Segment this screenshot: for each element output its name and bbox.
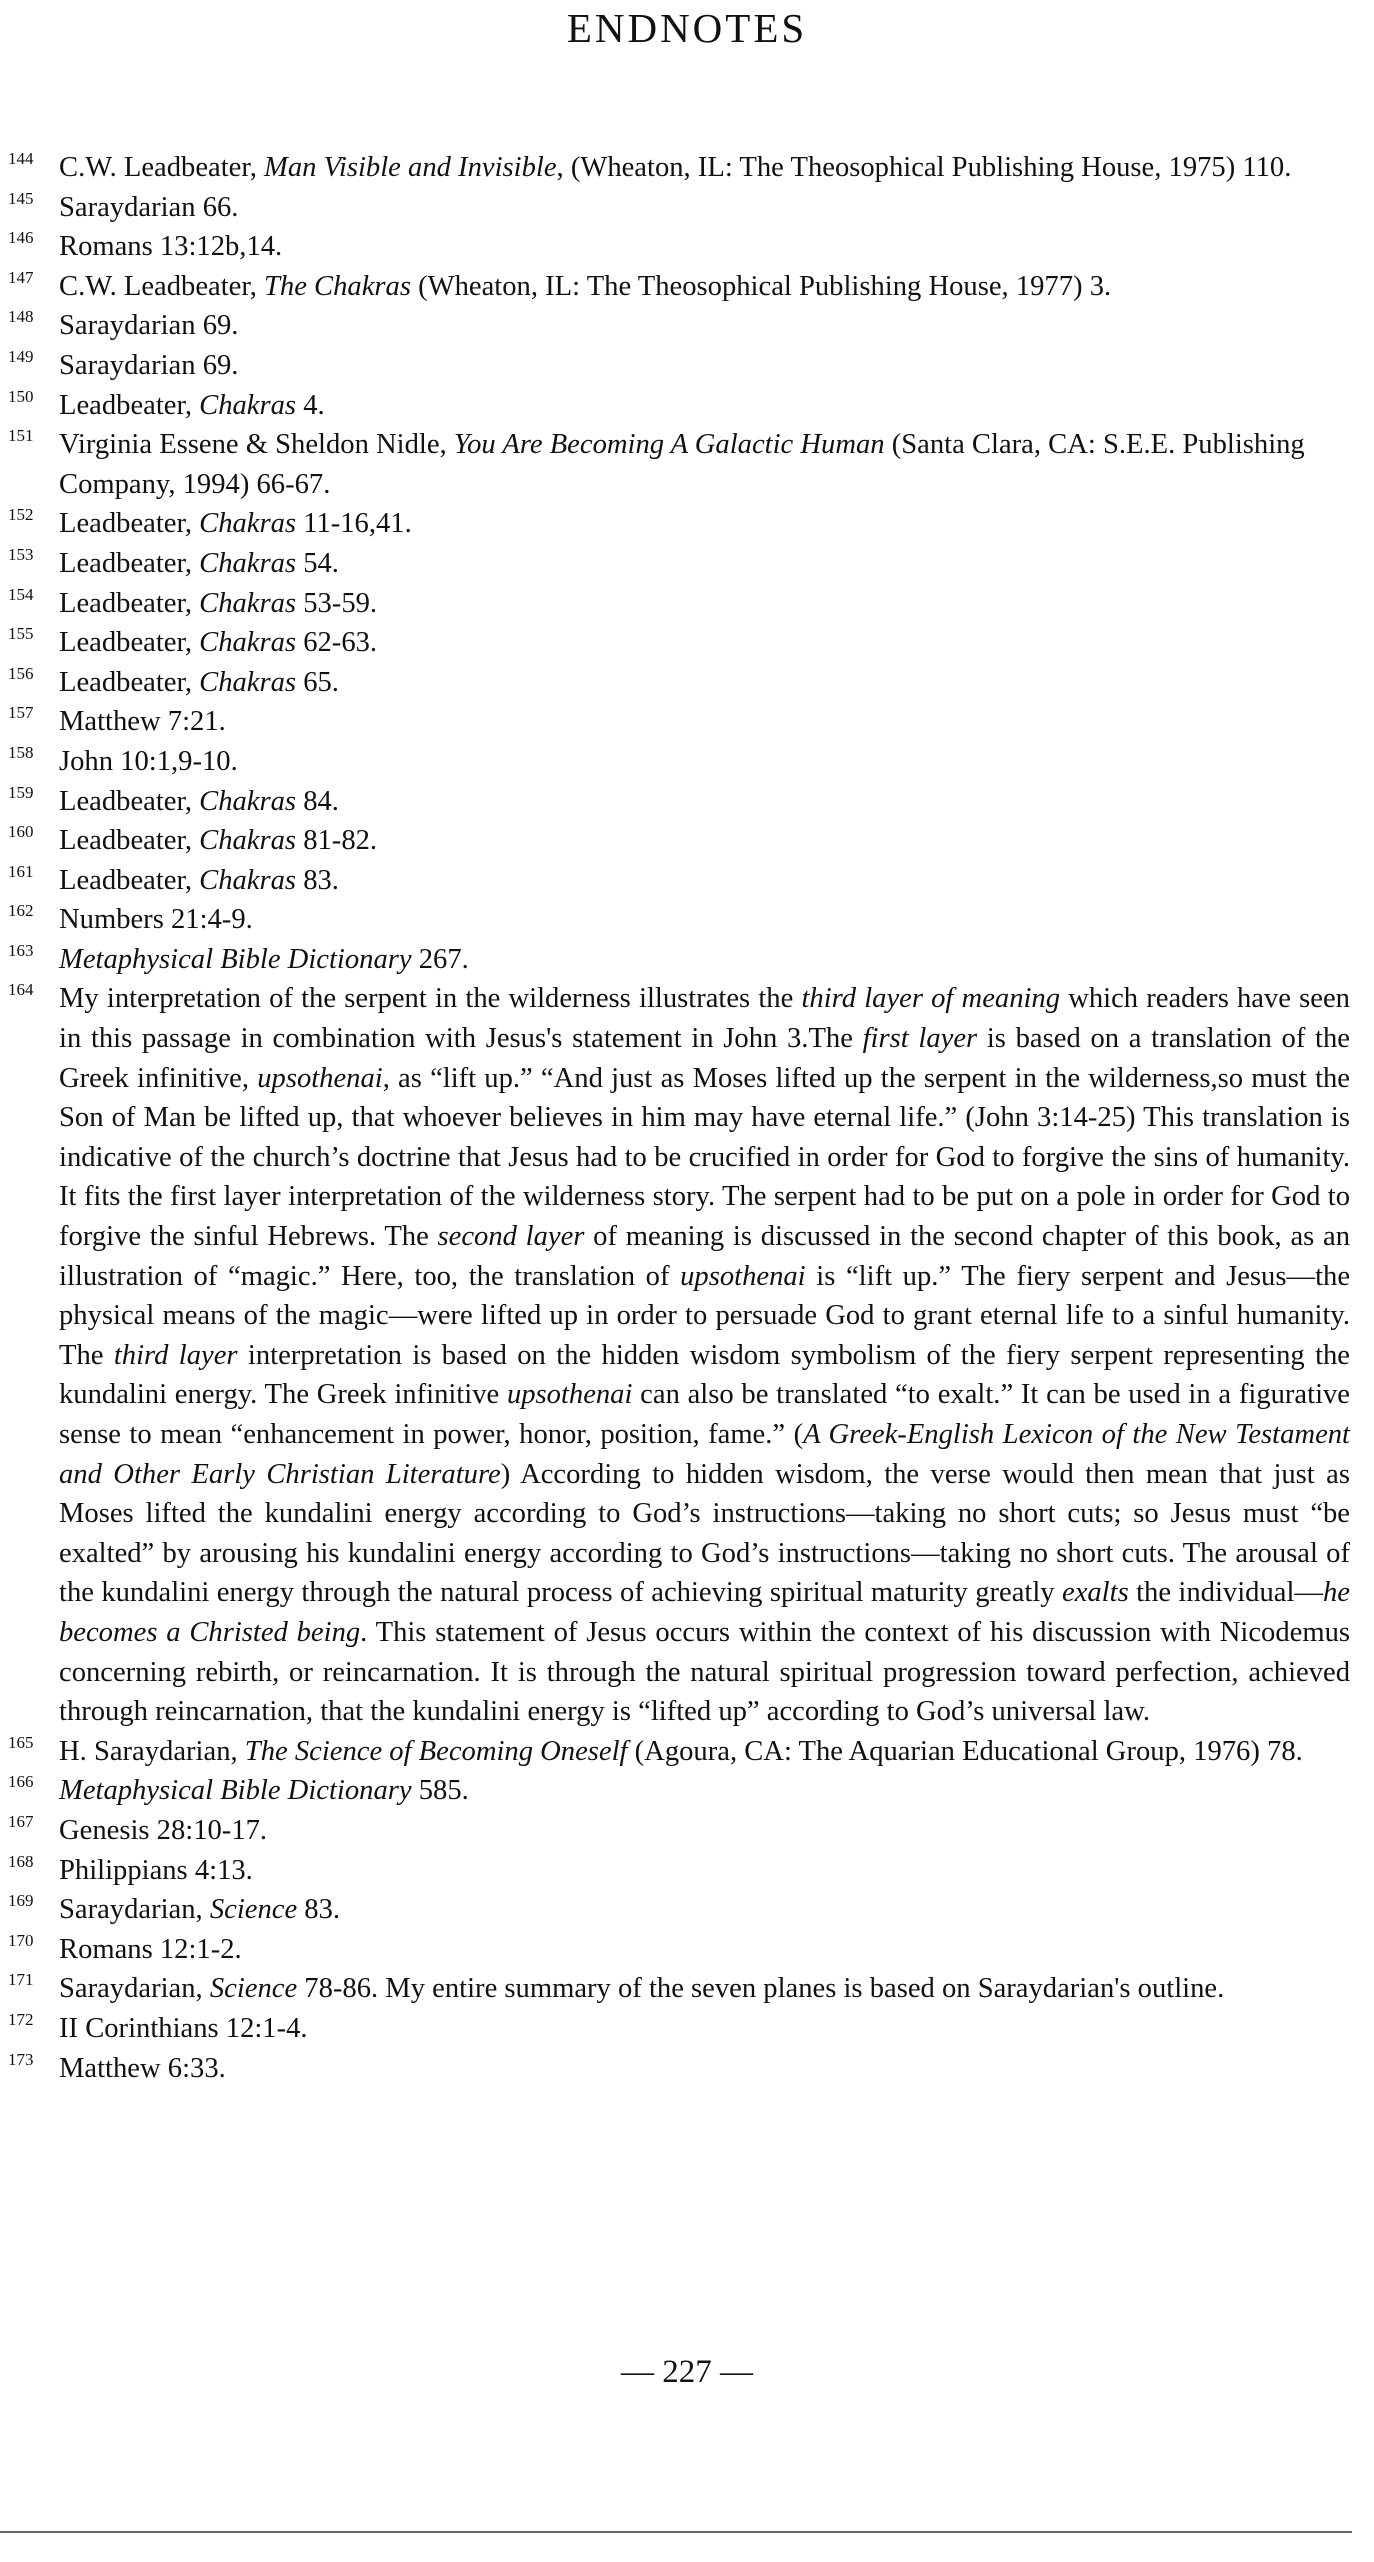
bottom-rule [0, 2531, 1352, 2533]
italic-title: Chakras [199, 547, 297, 579]
endnote [8, 227, 1350, 267]
text-run: can also be translated “to exalt.” It can be used in a figurative sense to mean “enhancement in power, honor, position, fame.” ( [59, 1379, 1350, 1450]
text-run: Leadbeater, [59, 666, 200, 698]
endnote-number: 161 [8, 861, 34, 881]
text-run: 4. [296, 389, 325, 421]
text-run: Romans 12:1-2. [59, 1933, 242, 1965]
endnote-number: 164 [8, 980, 34, 1000]
italic-title: Man Visible and Invisible [264, 152, 557, 183]
endnote-number: 148 [8, 307, 34, 327]
text-run: 84. [296, 785, 339, 817]
endnote [8, 425, 1350, 504]
text-run: which readers have seen in this passage in combination with Jesus's statement in John 3.The [59, 983, 1350, 1055]
endnote [8, 544, 1350, 584]
endnote-number: 152 [8, 505, 34, 525]
endnote-text [59, 1815, 267, 1846]
text-run: Matthew 6:33. [59, 2052, 226, 2084]
text-run: II Corinthians 12:1-4. [59, 2012, 308, 2044]
text-run: Virginia Essene & Sheldon Nidle, [59, 429, 454, 461]
text-run: 267. [411, 943, 469, 975]
italic-text: third layer [113, 1339, 238, 1371]
text-run: Saraydarian, [59, 1894, 210, 1926]
text-run: , (Wheaton, IL: The Theosophical Publishing House, 1975) 110. [556, 152, 1292, 183]
endnote-text [59, 429, 1305, 500]
italic-title: Chakras [199, 785, 297, 817]
italic-title: Science [209, 1894, 298, 1926]
italic-text: upsothenai [680, 1260, 806, 1292]
endnote-text [59, 746, 238, 777]
text-run: Saraydarian, [59, 1973, 210, 2005]
text-run: Leadbeater, [59, 785, 200, 817]
endnote [8, 742, 1350, 782]
text-run: 78-86. My entire summary of the seven planes is based on Saraydarian's outline. [297, 1973, 1225, 2005]
endnote-number: 158 [8, 742, 34, 762]
text-run: My interpretation of the serpent in the wilderness illustrates the [59, 983, 802, 1015]
endnote [8, 1890, 1350, 1930]
endnote-number: 156 [8, 663, 34, 683]
italic-title: The Chakras [264, 270, 411, 302]
text-run: of meaning is discussed in the second chapter of this book, as an illustration of “magic.” Here, too, the translation of [59, 1221, 1350, 1292]
endnote-text [59, 192, 238, 223]
endnote-text [59, 1973, 1224, 2004]
endnote-text [59, 983, 1350, 1727]
italic-title: Science [209, 1973, 298, 2005]
endnote-number: 166 [8, 1772, 34, 1792]
text-run: Leadbeater, [59, 508, 200, 540]
endnote-text [59, 231, 282, 262]
endnote [8, 623, 1350, 663]
endnote-number: 172 [8, 2009, 34, 2029]
text-run: Leadbeater, [59, 627, 200, 659]
text-run: H. Saraydarian, [59, 1735, 245, 1767]
endnote-text [59, 588, 377, 619]
endnote-number: 171 [8, 1970, 34, 1990]
italic-title: Chakras [199, 864, 297, 896]
endnote-text [59, 786, 339, 817]
endnote-text [59, 508, 412, 539]
endnote-number: 150 [8, 386, 34, 406]
italic-title: Chakras [199, 627, 297, 659]
endnote-text [59, 1934, 242, 1965]
endnote-number: 167 [8, 1811, 34, 1831]
endnote [8, 306, 1350, 346]
text-run: Leadbeater, [59, 389, 200, 421]
text-run: C.W. Leadbeater, [59, 270, 265, 302]
text-run: ) According to hidden wisdom, the verse would then mean that just as Moses lifted the kundalini energy according to God’s instructions—taking no short cuts; so Jesus must “be exalted” by arousing his kundalini energy according to God’s instructions—taking no short cuts. The arousal of the kundalini energy through the natural process of achieving spiritual maturity greatly [59, 1458, 1350, 1609]
text-run: Numbers 21:4-9. [59, 904, 253, 936]
endnote [8, 2009, 1350, 2049]
italic-title: Metaphysical Bible Dictionary [59, 943, 412, 975]
endnote-text [59, 310, 238, 341]
endnote-text [59, 1736, 1303, 1767]
endnote [8, 188, 1350, 228]
text-run: 53-59. [296, 587, 378, 619]
endnote-number: 160 [8, 822, 34, 842]
endnote-number: 168 [8, 1851, 34, 1871]
endnote [8, 1771, 1350, 1811]
endnote [8, 900, 1350, 940]
italic-title: Metaphysical Bible Dictionary [59, 1775, 412, 1807]
text-run: 62-63. [296, 627, 378, 659]
endnote-text [59, 548, 339, 579]
text-run: Saraydarian 69. [59, 310, 239, 342]
text-run: Philippians 4:13. [59, 1854, 253, 1886]
italic-title: Chakras [199, 508, 297, 540]
text-run: C.W. Leadbeater, [59, 152, 265, 183]
endnote [8, 267, 1350, 307]
italic-title: The Science of Becoming Oneself [244, 1735, 628, 1767]
endnote-text [59, 390, 325, 421]
italic-text: upsothenai [506, 1379, 633, 1411]
page-number: — 227 — [621, 2354, 753, 2390]
text-run: Genesis 28:10-17. [59, 1814, 268, 1846]
endnote [8, 346, 1350, 386]
italic-text: exalts [1062, 1577, 1129, 1609]
italic-text: first layer [862, 1023, 978, 1055]
endnote-text [59, 706, 226, 737]
text-run: Leadbeater, [59, 547, 200, 579]
italic-title: Chakras [199, 587, 297, 619]
text-run: John 10:1,9-10. [59, 745, 238, 777]
italic-text: A Greek-English Lexicon of the New Testament and Other Early Christian Literature [59, 1419, 1351, 1490]
endnote-text [59, 1855, 253, 1886]
endnote [8, 821, 1350, 861]
endnote-number: 163 [8, 940, 34, 960]
text-run: interpretation is based on the hidden wisdom symbolism of the fiery serpent representing the kundalini energy. The Greek infinitive [59, 1339, 1350, 1411]
italic-text: upsothenai [257, 1062, 383, 1094]
endnotes-list [8, 148, 1350, 2088]
text-run: Leadbeater, [59, 864, 200, 896]
italic-text: third layer of meaning [801, 983, 1061, 1015]
endnote-number: 153 [8, 544, 34, 564]
endnote [8, 940, 1350, 980]
endnote-text [59, 2013, 308, 2044]
endnote-text [59, 350, 238, 381]
text-run: the individual— [1128, 1577, 1323, 1609]
endnote-number: 145 [8, 188, 34, 208]
text-run: (Wheaton, IL: The Theosophical Publishing House, 1977) 3. [410, 270, 1112, 302]
endnote-text [59, 667, 339, 698]
italic-title: Chakras [199, 825, 297, 857]
endnote-number: 162 [8, 901, 34, 921]
endnote-number: 144 [8, 149, 34, 168]
endnote-text [59, 1775, 469, 1806]
text-run: , as “lift up.” “And just as Moses lifted up the serpent in the wilderness,so must the Son of Man be lifted up, that whoever believes in him may have eternal life.” (John 3:14-25) This translation is indicative of the church’s doctrine that Jesus had to be crucified in order for God to forgive the sins of humanity. It fits the first layer interpretation of the wilderness story. The serpent had to be put on a pole in order for God to forgive the sinful Hebrews. The [59, 1062, 1351, 1253]
text-run: (Santa Clara, CA: S.E.E. Publishing Company, 1994) 66-67. [59, 429, 1305, 500]
endnote-text [59, 627, 377, 658]
endnote [8, 663, 1350, 703]
endnote [8, 1811, 1350, 1851]
endnote [8, 148, 1350, 188]
endnote [8, 1851, 1350, 1891]
text-run: Romans 13:12b,14. [59, 231, 283, 263]
endnote [8, 584, 1350, 624]
page-title: ENDNOTES [566, 5, 808, 51]
endnote-number: 157 [8, 703, 34, 723]
endnote [8, 1732, 1350, 1772]
text-run: is “lift up.” The fiery serpent and Jesus—the physical means of the magic—were lifted up in order to persuade God to grant eternal life to a sinful humanity. The [59, 1260, 1351, 1371]
endnote-number: 151 [8, 426, 34, 446]
endnote-number: 155 [8, 624, 34, 644]
text-run: . This statement of Jesus occurs within the context of his discussion with Nicodemus concerning rebirth, or reincarnation. It is through the natural spiritual progression toward perfection, achieved through reincarnation, that the kundalini energy is “lifted up” according to God’s universal law. [59, 1616, 1350, 1728]
italic-title: You Are Becoming A Galactic Human [453, 429, 885, 461]
endnote-number: 173 [8, 2049, 34, 2069]
endnote-text [59, 2053, 226, 2084]
text-run: Leadbeater, [59, 825, 200, 857]
text-run: Leadbeater, [59, 587, 200, 619]
text-run: 54. [296, 547, 339, 579]
text-run: 65. [296, 666, 339, 698]
text-run: 11-16,41. [296, 508, 412, 540]
endnote-text [59, 904, 253, 935]
endnote [8, 1969, 1350, 2009]
endnote [8, 504, 1350, 544]
endnote [8, 861, 1350, 901]
endnote-number: 149 [8, 346, 34, 366]
endnote-number: 147 [8, 267, 34, 287]
endnote [8, 2049, 1350, 2089]
endnote-number: 170 [8, 1930, 34, 1950]
text-run: Saraydarian 66. [59, 191, 239, 223]
endnote [8, 1930, 1350, 1970]
text-run: 83. [297, 1894, 341, 1926]
endnote [8, 386, 1350, 426]
text-run: 585. [411, 1775, 469, 1807]
endnote-text [59, 271, 1111, 302]
endnote-text [59, 152, 1291, 183]
endnote-number: 159 [8, 782, 34, 802]
endnote-text [59, 825, 377, 856]
italic-title: Chakras [199, 389, 297, 421]
italic-text: he becomes a Christed being [59, 1577, 1350, 1648]
text-run: is based on a translation of the Greek infinitive, [59, 1023, 1350, 1094]
endnote-text [59, 1894, 340, 1925]
italic-text: second layer [437, 1221, 585, 1253]
endnote [8, 702, 1350, 742]
endnote-number: 169 [8, 1891, 34, 1911]
endnote [8, 979, 1350, 1731]
endnote-text [59, 944, 469, 975]
endnote-number: 165 [8, 1732, 34, 1752]
text-run: 81-82. [296, 825, 378, 857]
endnote [8, 782, 1350, 822]
endnote-number: 154 [8, 584, 34, 604]
text-run: 83. [296, 864, 339, 896]
endnote-text [59, 865, 339, 896]
text-run: Saraydarian 69. [59, 349, 239, 381]
text-run: Matthew 7:21. [59, 706, 226, 738]
text-run: (Agoura, CA: The Aquarian Educational Group, 1976) 78. [627, 1735, 1303, 1767]
endnote-number: 146 [8, 228, 34, 248]
italic-title: Chakras [199, 666, 297, 698]
